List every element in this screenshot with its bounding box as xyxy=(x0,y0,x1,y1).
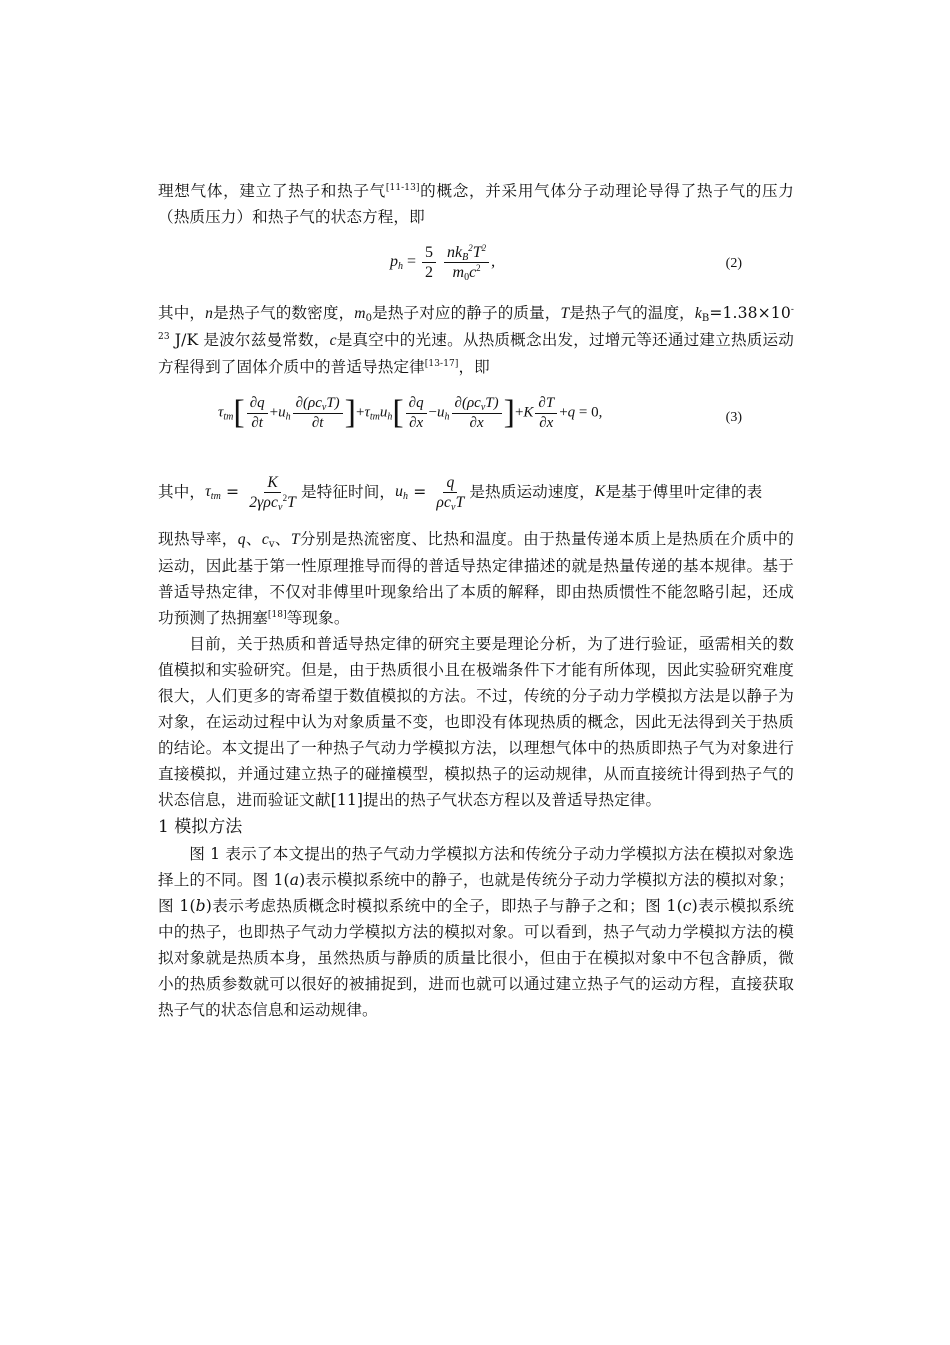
variables-paragraph: 其中，n是热子气的数密度，$m_0$是热子对应的静子的质量，T是热子气的温度，$k_B=1.38\times 10^{-23}$ J/K 是波尔兹曼常数，c是真空中的光速。从热质概念出发，过增元等还通过建立热质运动方程得到了固体介质中的普适导热定律[13-17]，即 xyxy=(158,304,794,376)
method-paragraph: 图 1 表示了本文提出的热子气动力学模拟方法和传统分子动力学模拟方法在模拟对象选择上的不同。图 1(a)表示模拟系统中的静子，也就是传统分子动力学模拟方法的模拟对象；图 1(b)表示考虑热质概念时模拟系统中的全子，即热子与静子之和；图 1(c)表示模拟系统中的热子，也即热子气动力学模拟方法的模拟对象。可以看到，热子气动力学模拟方法的模拟对象就是热质本身，虽然热质与静质的质量比很小，但由于在模拟对象中不包含静质，微小的热质参数就可以很好的被捕捉到，进而也就可以通过建立热子气的运动方程，直接获取热子气的状态信息和运动规律。 xyxy=(158,845,794,1019)
text: 理想气体，建立了热子和热子气 xyxy=(158,182,386,200)
citation: [11-13] xyxy=(385,183,420,193)
definitions-line: 其中， $\tau_{tm}$ = $\frac{K}{2\gamma\rho c_v^2T}$ 是特征时间， $u_h$ = $\frac{q}{\rho c_vT}$ 是热质运动速度， K 是基于傅里叶定律的表 xyxy=(158,473,763,513)
text: 的概念，并采用气体分子动理论导得了热子气的压力（热质压力）和热子气的状态方程，即 xyxy=(158,182,794,226)
equation-3-body: $\tau_{tm}$[ $\frac{\partial q}{\partial t}$ $+u_h$ $\frac{\partial(\rho c_vT)}{\partial t}$ ]$+\tau_{tm}u_h$[ $\frac{\partial q}{\partial x}$ $-u_h$ $\frac{\partial(\rho c_vT)}{\partial x}$ ]+K $\frac{\partial T}{\partial x}$ +q = 0, xyxy=(218,394,603,431)
equation-2-body: $p_h$ = $\frac{5}{2}$ $\frac{nk_B^2T^2}{m_0c^2}$ , xyxy=(390,243,496,283)
equation-number: (2) xyxy=(725,256,742,271)
equation-number: (3) xyxy=(725,410,742,425)
section-heading: 1 模拟方法 xyxy=(158,817,243,837)
current-research-paragraph: 目前，关于热质和普适导热定律的研究主要是理论分析，为了进行验证，亟需相关的数值模拟和实验研究。但是，由于热质很小且在极端条件下才能有所体现，因此实验研究难度很大，人们更多的寄希望于数值模拟的方法。不过，传统的分子动力学模拟方法是以静子为对象，在运动过程中认为对象质量不变，也即没有体现热质的概念，因此无法得到关于热质的结论。本文提出了一种热子气动力学模拟方法，以理想气体中的热质即热子气为对象进行直接模拟，并通过建立热子的碰撞模型，模拟热子的运动规律，从而直接统计得到热子气的状态信息，进而验证文献[11]提出的热子气状态方程以及普适导热定律。 xyxy=(158,635,794,809)
equation-3 xyxy=(158,380,794,458)
conductivity-paragraph: 现热导率，q、$c_v$、T分别是热流密度、比热和温度。由于热量传递本质上是热质在介质中的运动，因此基于第一性原理推导而得的普适导热定律描述的就是热量传递的基本规律。基于普适导热定律，不仅对非傅里叶现象给出了本质的解释，即由热质惯性不能忽略引起，还成功预测了热拥塞[18]等现象。 xyxy=(158,530,794,627)
equation-2 xyxy=(158,236,794,300)
paper-page xyxy=(158,178,794,1023)
intro-paragraph xyxy=(158,178,794,230)
